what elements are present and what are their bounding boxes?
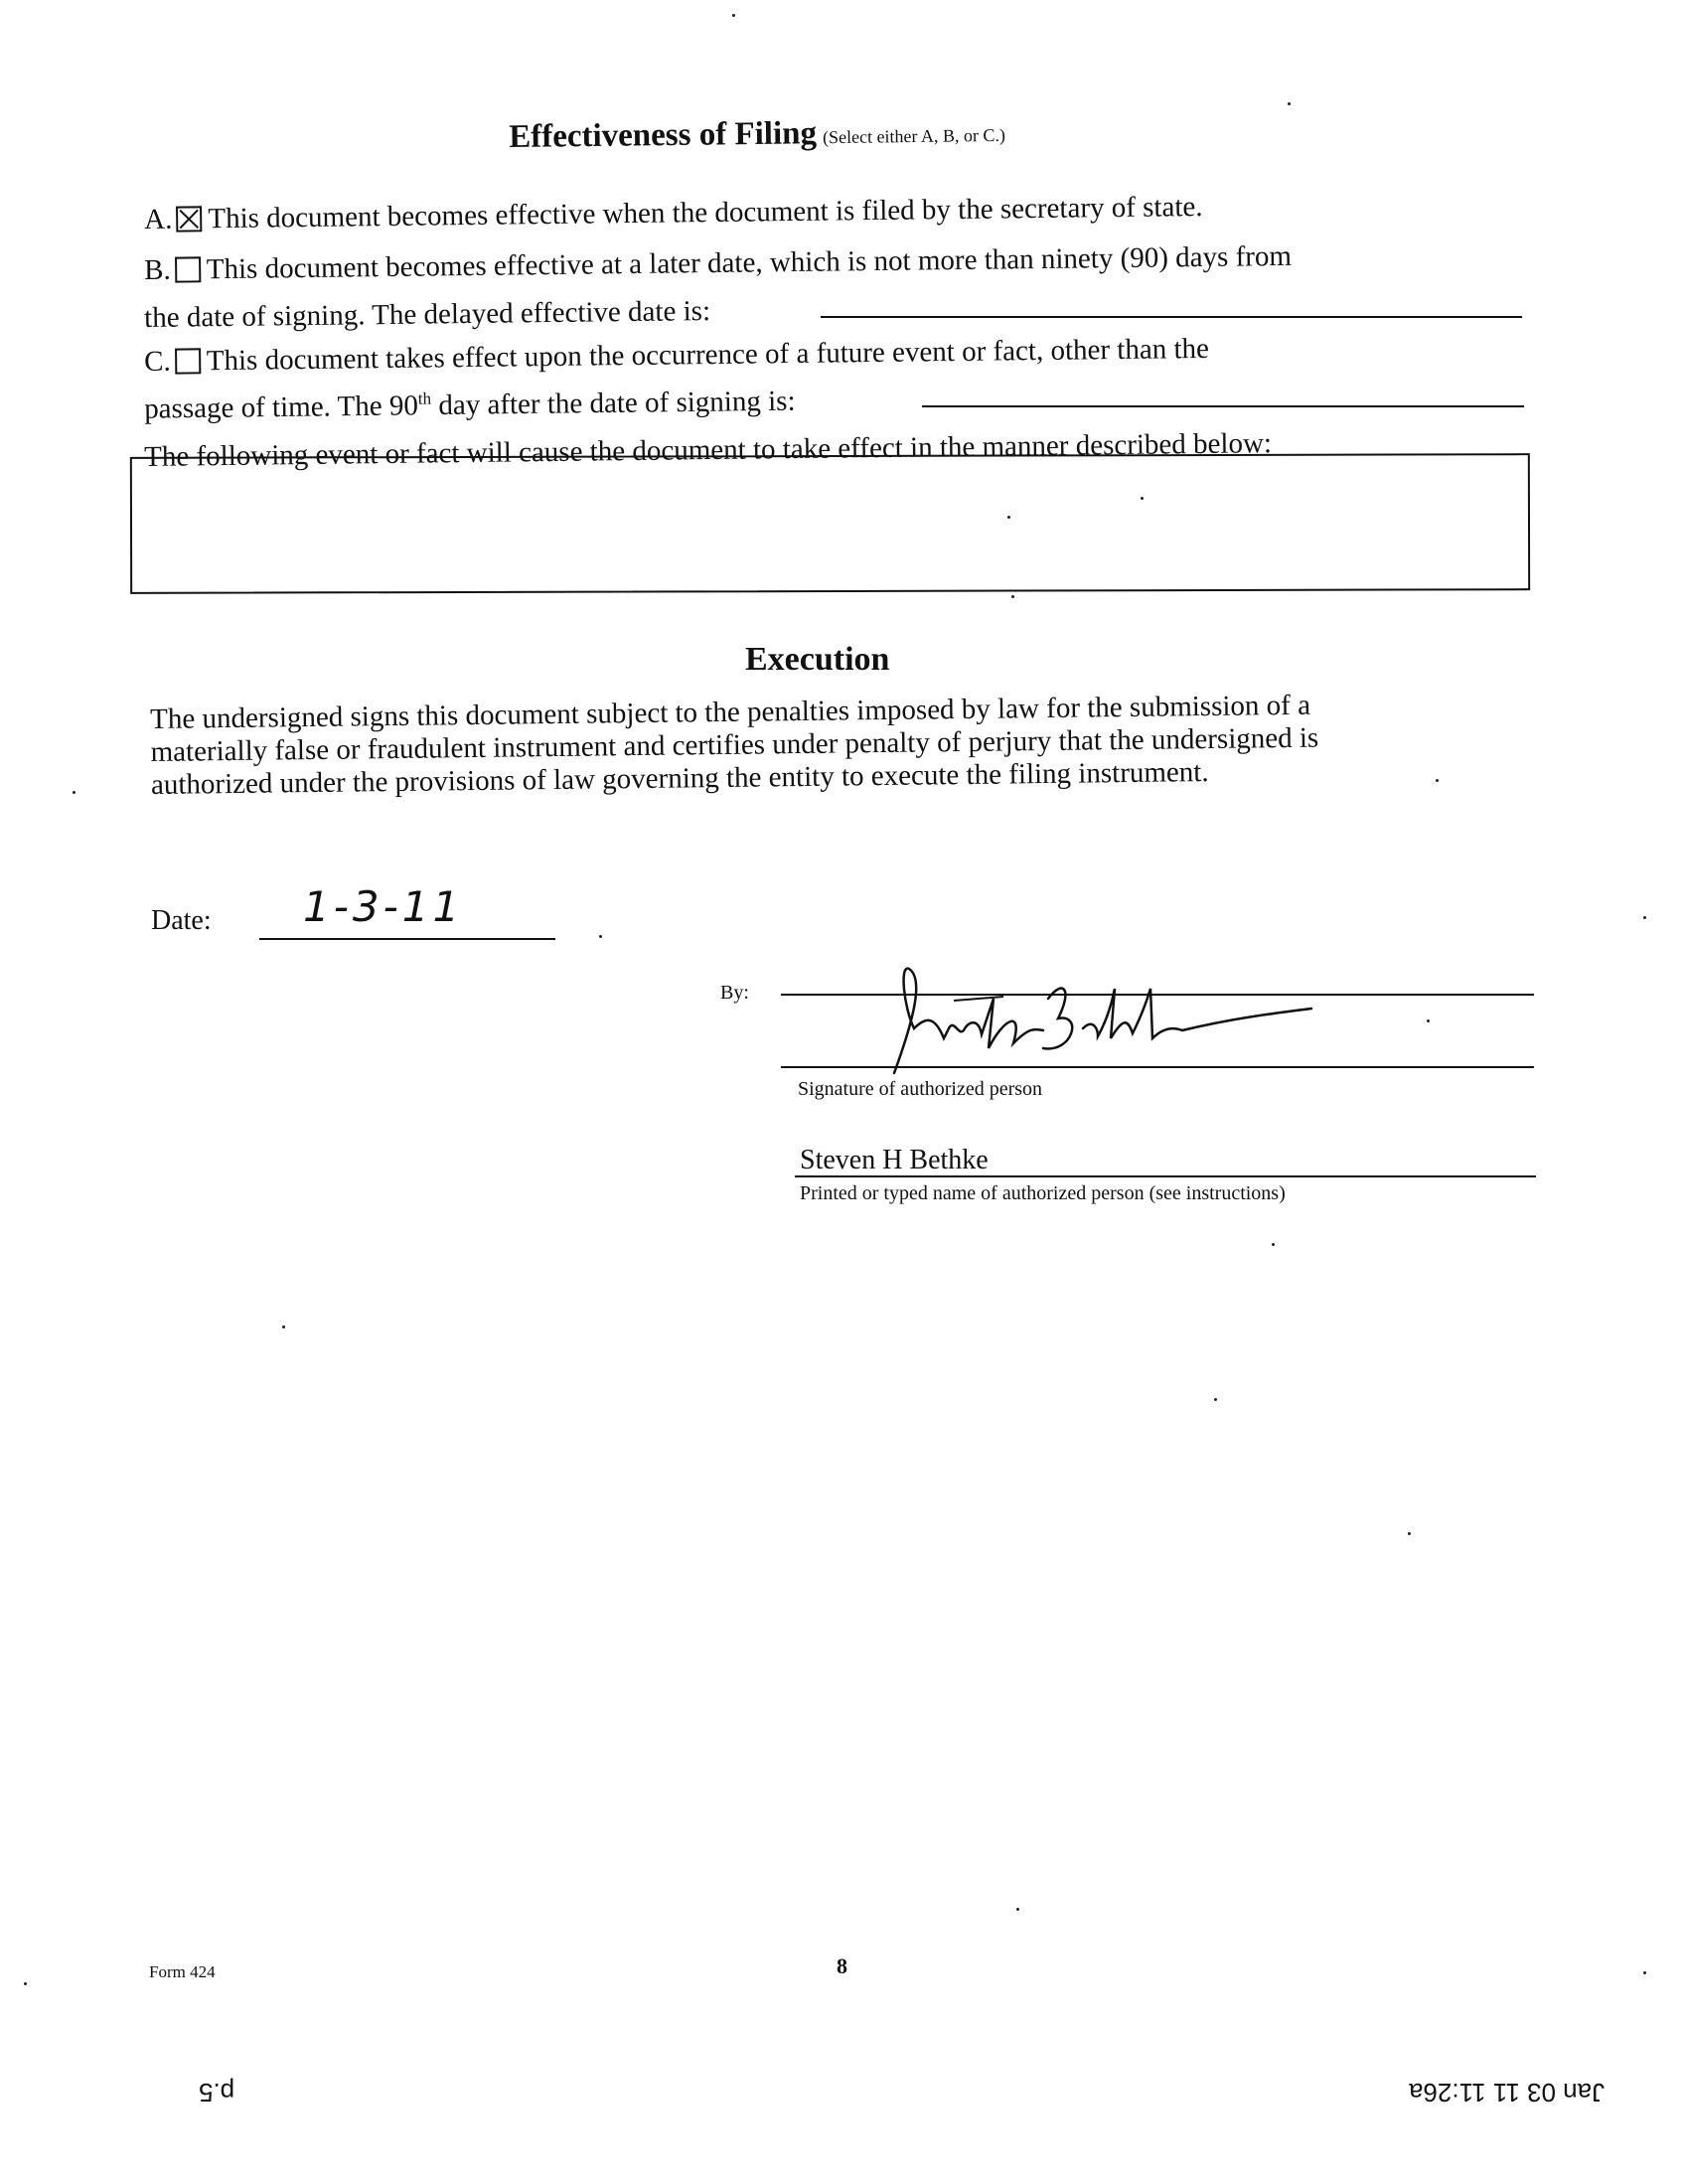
speck <box>1141 497 1144 500</box>
execution-line-1: The undersigned signs this document subject to the penalties imposed by law for the submission of a <box>150 689 1311 735</box>
execution-paragraph <box>150 687 1542 802</box>
fax-stamp-label <box>1409 2077 1605 2107</box>
speck <box>1643 916 1646 919</box>
option-c-sup: th <box>417 389 432 408</box>
signature-line[interactable] <box>781 1066 1534 1068</box>
effectiveness-heading <box>509 113 1005 156</box>
fax-page: p.5 <box>199 2078 235 2107</box>
printed-name-line[interactable] <box>795 1175 1536 1177</box>
speck <box>1288 102 1291 105</box>
speck <box>1214 1398 1217 1401</box>
option-c-text: This document takes effect upon the occurrence of a future event or fact, other than the <box>206 332 1210 378</box>
execution-line-3: authorized under the provisions of law governing the entity to execute the filing instrument. <box>150 755 1209 801</box>
option-c-row <box>144 333 1209 379</box>
option-b-text-2: the date of signing. The delayed effective date is: <box>144 295 711 334</box>
speck <box>1643 1971 1646 1974</box>
page-number: 8 <box>837 1953 847 1978</box>
speck <box>1408 1532 1411 1535</box>
option-a-text: This document becomes effective when the document is filed by the secretary of state. <box>208 190 1203 235</box>
speck <box>599 935 602 938</box>
speck <box>73 791 76 794</box>
event-text: The following event or fact will cause the document to take effect in the manner described below: <box>144 427 1273 473</box>
speck <box>1007 516 1010 519</box>
speck <box>732 14 735 17</box>
option-c-text-2-pre: passage of time. The 90 <box>144 390 419 425</box>
checkmark-x-icon <box>178 208 200 230</box>
speck <box>1272 1243 1275 1246</box>
printed-name: Steven H Bethke <box>800 1145 989 1175</box>
fax-page-label <box>199 2077 234 2107</box>
ninetieth-day-line[interactable] <box>922 405 1524 407</box>
printed-name-caption: Printed or typed name of authorized person (see instructions) <box>800 1182 1286 1204</box>
option-a-checkbox[interactable] <box>176 206 202 232</box>
delayed-date-line[interactable] <box>821 316 1522 318</box>
execution-title: Execution <box>745 641 890 678</box>
signature-caption: Signature of authorized person <box>798 1078 1043 1100</box>
speck <box>1011 595 1014 598</box>
option-b-letter: B. <box>144 253 171 286</box>
option-c-letter: C. <box>144 345 171 378</box>
option-c-checkbox[interactable] <box>175 348 201 374</box>
effectiveness-subtitle: (Select either A, B, or C.) <box>822 124 1006 148</box>
event-description-box[interactable] <box>130 453 1530 594</box>
speck <box>1427 1019 1430 1022</box>
option-c-text-2-post: day after the date of signing is: <box>430 385 796 422</box>
by-label: By: <box>720 982 749 1004</box>
speck <box>282 1326 285 1328</box>
option-c-row-2 <box>144 385 796 426</box>
speck <box>1016 1908 1019 1911</box>
option-b-checkbox[interactable] <box>175 256 201 282</box>
option-a-row <box>144 191 1203 236</box>
option-b-row-2 <box>144 295 710 335</box>
option-b-row <box>144 240 1292 287</box>
option-b-text: This document becomes effective at a later date, which is not more than ninety (90) days from <box>206 239 1293 286</box>
date-label: Date: <box>151 905 212 936</box>
date-line <box>259 938 555 940</box>
option-a-letter: A. <box>144 203 173 235</box>
form-label: Form 424 <box>149 1962 216 1981</box>
signature-drawing <box>854 959 1321 1088</box>
speck <box>1436 779 1439 782</box>
execution-line-2: materially false or fraudulent instrument and certifies under penalty of perjury that the undersigned is <box>150 721 1319 768</box>
date-value: 1-3-11 <box>303 882 464 931</box>
fax-stamp: Jan 03 11 11:26a <box>1409 2078 1606 2107</box>
effectiveness-title: Effectiveness of Filing <box>509 115 818 155</box>
speck <box>24 1982 27 1985</box>
